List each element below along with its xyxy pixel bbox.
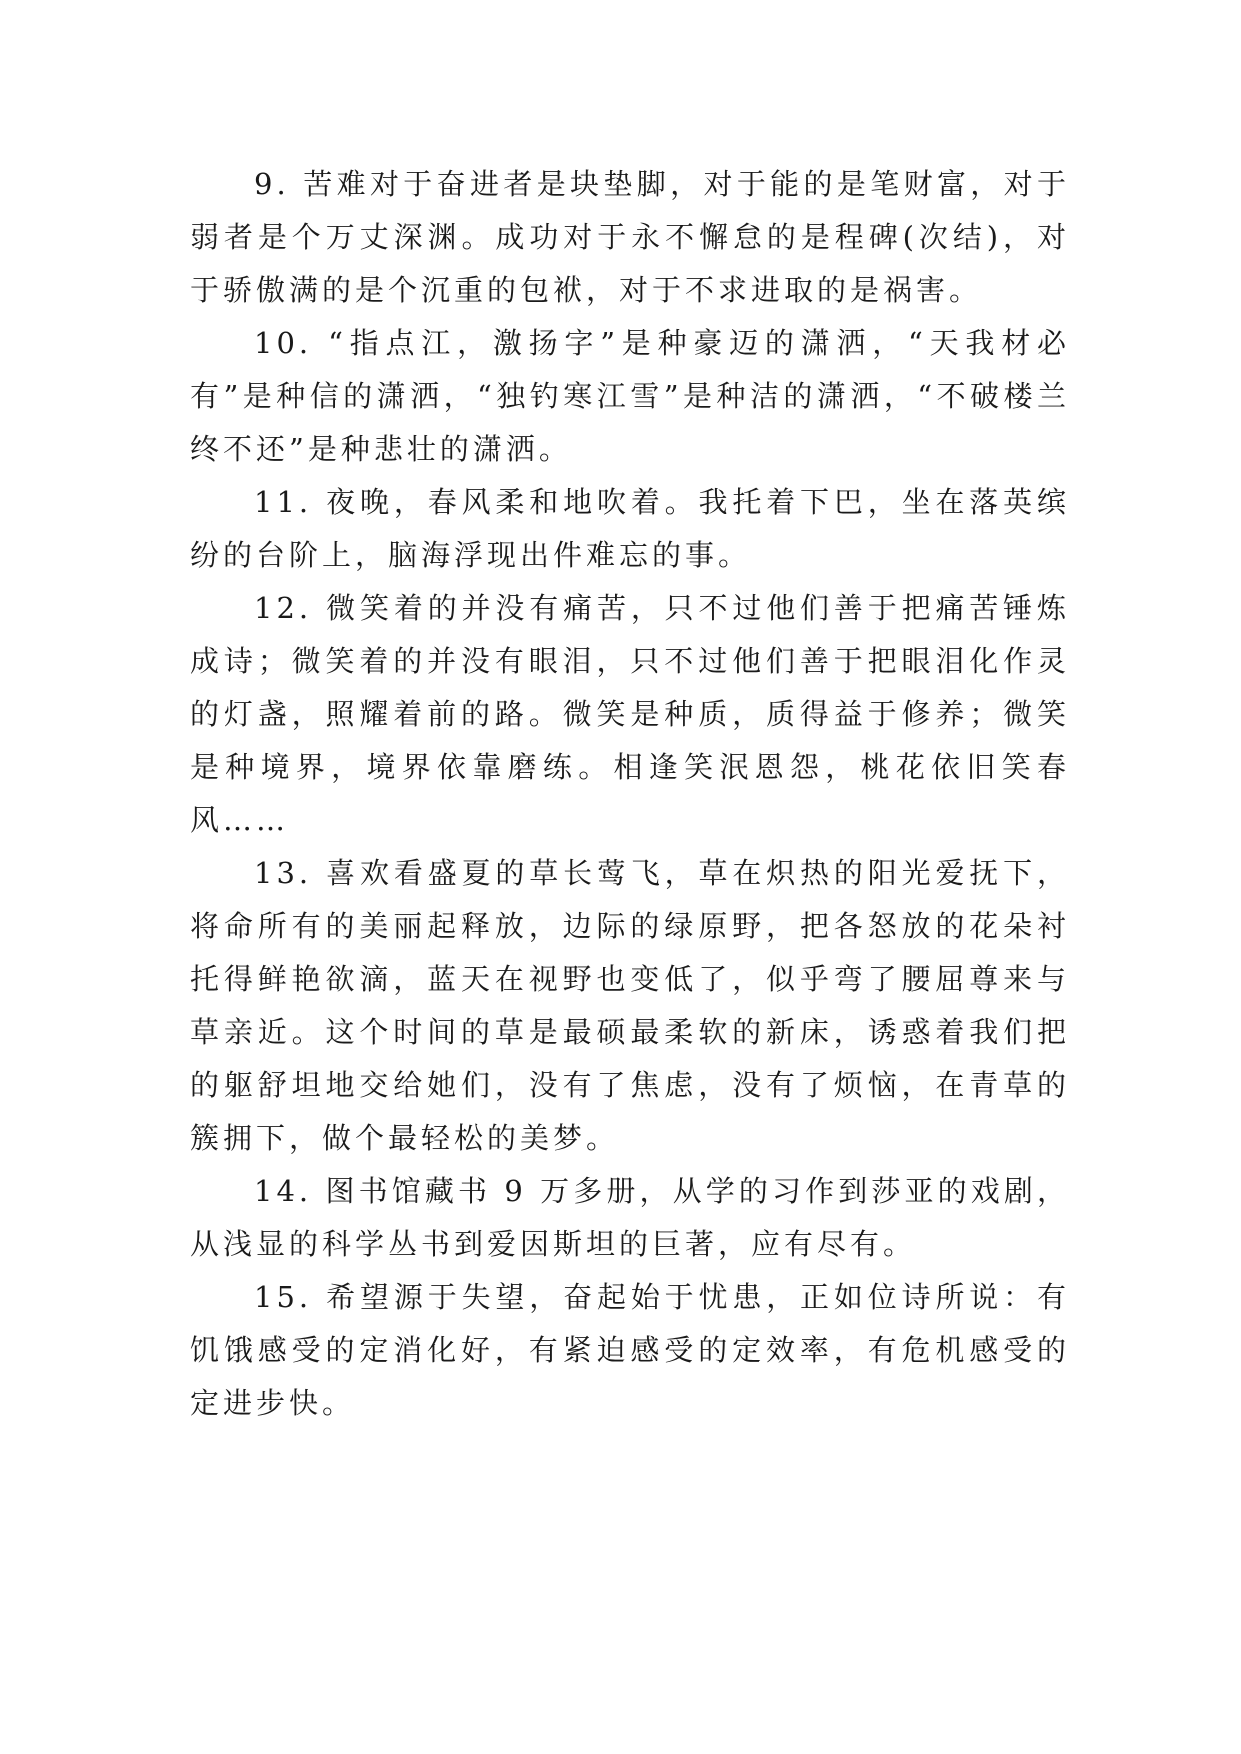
paragraph-11: 11. 夜晚，春风柔和地吹着。我托着下巴，坐在落英缤纷的台阶上，脑海浮现出件难忘的事。: [190, 485, 1070, 572]
paragraph-9: 9. 苦难对于奋进者是块垫脚，对于能的是笔财富，对于弱者是个万丈深渊。成功对于永不懈怠的是程碑(次结)，对于骄傲满的是个沉重的包袱，对于不求进取的是祸害。: [190, 167, 1070, 307]
paragraph-10: 10. “指点江，激扬字”是种豪迈的潇洒，“天我材必有”是种信的潇洒，“独钓寒江雪”是种洁的潇洒，“不破楼兰终不还”是种悲壮的潇洒。: [190, 326, 1070, 466]
paragraph-15: 15. 希望源于失望，奋起始于忧患，正如位诗所说：有饥饿感受的定消化好，有紧迫感受的定效率，有危机感受的定进步快。: [190, 1280, 1070, 1420]
paragraph-13: 13. 喜欢看盛夏的草长莺飞，草在炽热的阳光爱抚下，将命所有的美丽起释放，边际的绿原野，把各怒放的花朵衬托得鲜艳欲滴，蓝天在视野也变低了，似乎弯了腰屈尊来与草亲近。这个时间的草是最硕最柔软的新床，诱惑着我们把的躯舒坦地交给她们，没有了焦虑，没有了烦恼，在青草的簇拥下，做个最轻松的美梦。: [190, 856, 1070, 1155]
paragraph-14: 14. 图书馆藏书 9 万多册，从学的习作到莎亚的戏剧，从浅显的科学丛书到爱因斯坦的巨著，应有尽有。: [190, 1174, 1070, 1261]
paragraph-12: 12. 微笑着的并没有痛苦，只不过他们善于把痛苦锤炼成诗；微笑着的并没有眼泪，只不过他们善于把眼泪化作灵的灯盏，照耀着前的路。微笑是种质，质得益于修养；微笑是种境界，境界依靠磨练。相逢笑泯恩怨，桃花依旧笑春风……: [190, 591, 1070, 837]
document-body: [190, 158, 1070, 1430]
